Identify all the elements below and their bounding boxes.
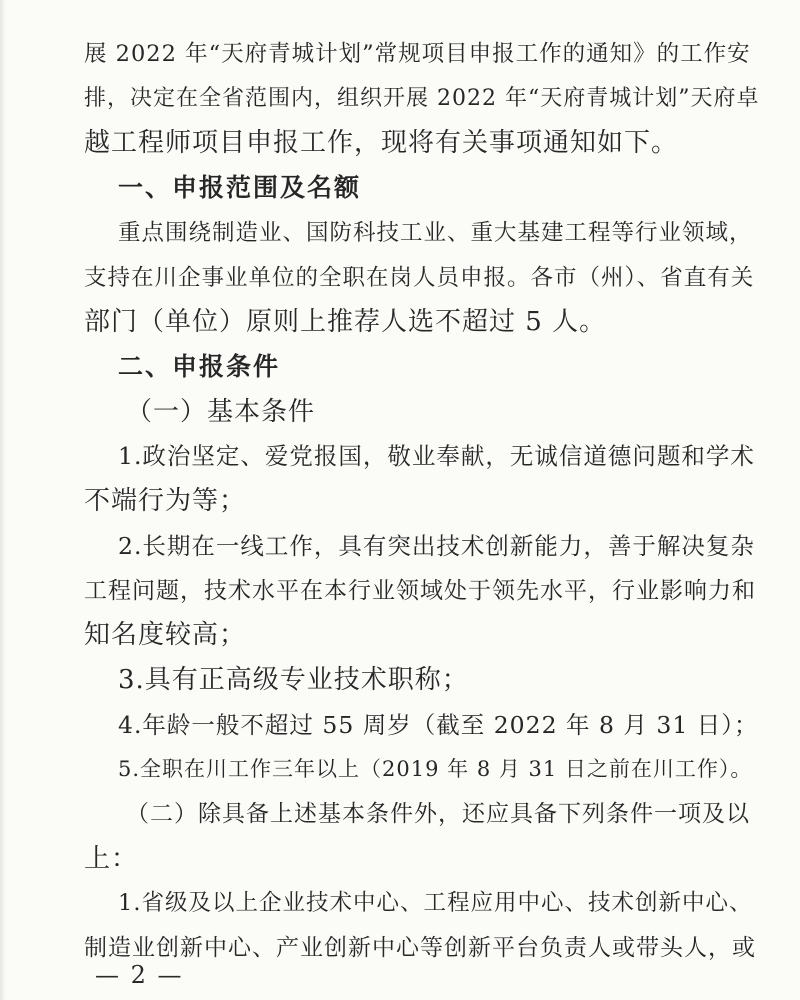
section-heading-scope: 一、申报范围及名额 <box>118 173 362 202</box>
list-item-line: 制造业创新中心、产业创新中心等创新平台负责人或带头人，或 <box>84 935 756 961</box>
body-text-line: 部门（单位）原则上推荐人选不超过 5 人。 <box>84 307 607 337</box>
body-text-line: 展 2022 年“天府青城计划”常规项目申报工作的通知》的工作安 <box>84 41 751 67</box>
list-item-line: 工程问题，技术水平在本行业领域处于领先水平，行业影响力和 <box>84 578 756 604</box>
list-item-line: 1.省级及以上企业技术中心、工程应用中心、技术创新中心、 <box>118 890 753 916</box>
section-heading-conditions: 二、申报条件 <box>118 352 281 381</box>
list-item-line: 5.全职在川工作三年以上（2019 年 8 月 31 日之前在川工作）。 <box>118 757 753 781</box>
scan-shadow-edge <box>0 0 6 1000</box>
body-text-line: 排，决定在全省范围内，组织开展 2022 年“天府青城计划”天府卓 <box>84 86 760 111</box>
page-number: — 2 — <box>95 961 184 989</box>
body-text-line: 重点围绕制造业、国防科技工业、重大基建工程等行业领域， <box>118 220 753 246</box>
body-text-line: 越工程师项目申报工作，现将有关事项通知如下。 <box>84 128 679 158</box>
list-item-line: 知名度较高； <box>84 620 247 650</box>
body-text-line: 支持在川企事业单位的全职在岗人员申报。各市（州）、省直有关 <box>84 265 755 291</box>
list-item-line: 4.年龄一般不超过 55 周岁（截至 2022 年 8 月 31 日）； <box>118 711 759 739</box>
list-item-line: 2.长期在一线工作，具有突出技术创新能力，善于解决复杂 <box>118 532 755 560</box>
body-text-line: 上： <box>84 844 139 874</box>
list-item-line: 不端行为等； <box>84 486 247 516</box>
list-item-line: 1.政治坚定、爱党报国，敬业奉献，无诚信道德问题和学术 <box>118 442 755 470</box>
subsection-heading-basic: （一）基本条件 <box>126 397 316 427</box>
subsection-heading-additional: （二）除具备上述基本条件外，还应具备下列条件一项及以 <box>126 801 750 827</box>
list-item-line: 3.具有正高级专业技术职称； <box>118 665 469 695</box>
